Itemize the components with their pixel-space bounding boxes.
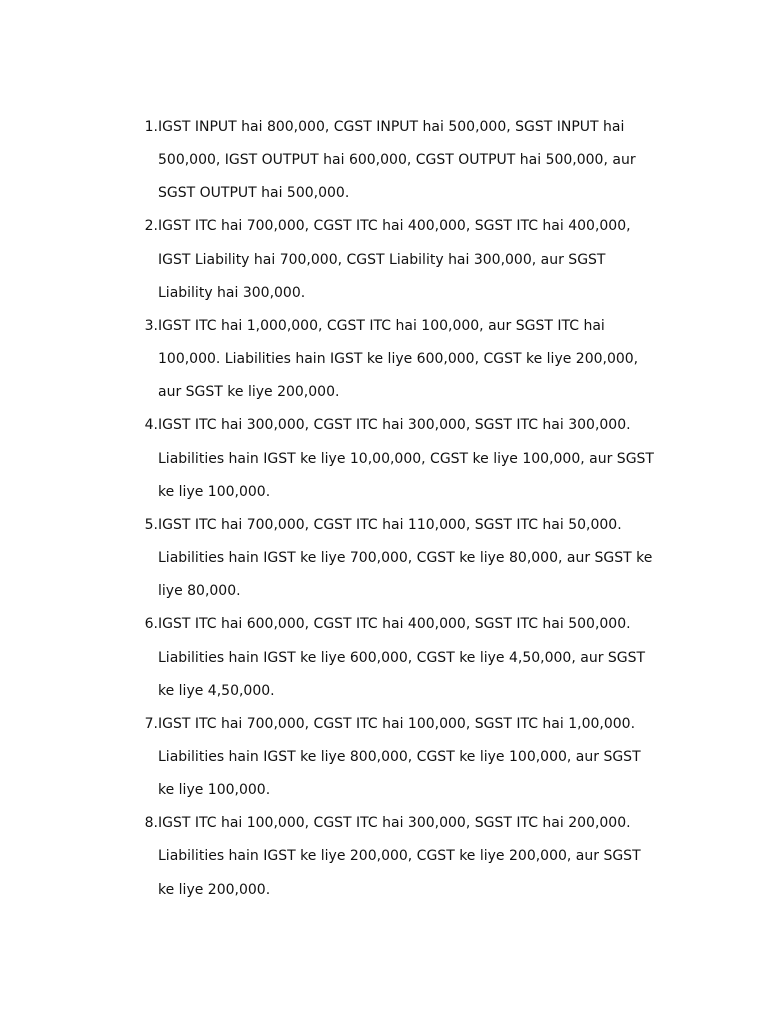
list-item-number: 1. — [144, 119, 158, 135]
list-item — [128, 310, 658, 409]
text-line: Liabilities hain IGST ke liye 800,000, CGST ke liye 100,000, aur SGST — [158, 748, 641, 765]
text-line: Liabilities hain IGST ke liye 10,00,000, CGST ke liye 100,000, aur SGST — [158, 450, 654, 467]
text-line: ke liye 200,000. — [158, 881, 271, 898]
list-item-text — [158, 310, 658, 409]
text-line: Liabilities hain IGST ke liye 200,000, CGST ke liye 200,000, aur SGST — [158, 848, 641, 865]
text-line: IGST INPUT hai 800,000, CGST INPUT hai 500,000, SGST INPUT hai — [158, 119, 625, 135]
list-item — [128, 708, 658, 807]
text-line: IGST ITC hai 600,000, CGST ITC hai 400,000, SGST ITC hai 500,000. — [158, 616, 631, 633]
list-item-number: 8. — [144, 815, 158, 832]
list-item — [128, 608, 658, 707]
list-item-text — [158, 210, 658, 309]
text-line: Liabilities hain IGST ke liye 700,000, CGST ke liye 80,000, aur SGST ke — [158, 550, 653, 567]
list-item-text — [158, 608, 658, 707]
list-item-number: 2. — [144, 218, 158, 235]
list-item-text — [158, 409, 658, 508]
text-line: SGST OUTPUT hai 500,000. — [158, 185, 350, 202]
text-line: IGST ITC hai 700,000, CGST ITC hai 100,000, SGST ITC hai 1,00,000. — [158, 715, 636, 732]
numbered-list — [128, 111, 658, 907]
text-line: liye 80,000. — [158, 583, 241, 600]
text-line: IGST ITC hai 700,000, CGST ITC hai 110,000, SGST ITC hai 50,000. — [158, 516, 622, 533]
list-item-number: 5. — [144, 516, 158, 533]
list-item-number: 4. — [144, 417, 158, 434]
list-item-text — [158, 509, 658, 608]
text-line: aur SGST ke liye 200,000. — [158, 384, 340, 401]
list-item — [128, 210, 658, 309]
text-line: 100,000. Liabilities hain IGST ke liye 600,000, CGST ke liye 200,000, — [158, 351, 639, 368]
text-line: IGST ITC hai 700,000, CGST ITC hai 400,000, SGST ITC hai 400,000, — [158, 218, 631, 235]
list-item-text — [158, 807, 658, 906]
text-line: ke liye 4,50,000. — [158, 682, 275, 699]
list-item-text — [158, 708, 658, 807]
list-item-number: 7. — [144, 715, 158, 732]
text-line: IGST ITC hai 1,000,000, CGST ITC hai 100,000, aur SGST ITC hai — [158, 317, 605, 334]
text-line: ke liye 100,000. — [158, 782, 271, 799]
text-line: Liability hai 300,000. — [158, 284, 306, 301]
list-item-text — [158, 111, 658, 210]
text-line: ke liye 100,000. — [158, 483, 271, 500]
list-item — [128, 807, 658, 906]
text-line: 500,000, IGST OUTPUT hai 600,000, CGST OUTPUT hai 500,000, aur — [158, 152, 636, 169]
list-item — [128, 111, 658, 210]
text-line: Liabilities hain IGST ke liye 600,000, CGST ke liye 4,50,000, aur SGST — [158, 649, 646, 666]
text-line: IGST Liability hai 700,000, CGST Liability hai 300,000, aur SGST — [158, 251, 606, 268]
list-item-number: 3. — [144, 317, 158, 334]
list-item — [128, 509, 658, 608]
text-line: IGST ITC hai 100,000, CGST ITC hai 300,000, SGST ITC hai 200,000. — [158, 815, 631, 832]
list-item — [128, 409, 658, 508]
text-line: IGST ITC hai 300,000, CGST ITC hai 300,000, SGST ITC hai 300,000. — [158, 417, 631, 434]
list-item-number: 6. — [144, 616, 158, 633]
